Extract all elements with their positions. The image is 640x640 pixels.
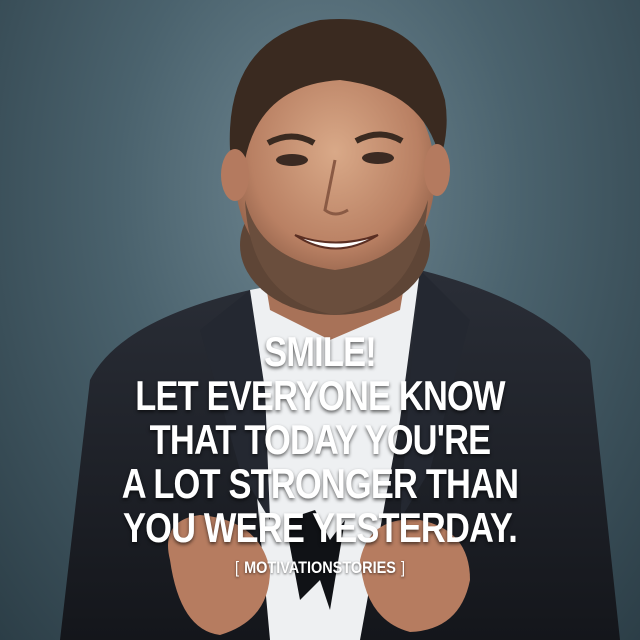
right-eye [362, 152, 394, 164]
right-ear [424, 144, 450, 196]
quote-line-5: YOU WERE YESTERDAY. [123, 504, 517, 551]
credit-watermark [48, 558, 592, 578]
credit-open-bracket: [ [235, 558, 240, 577]
quote-line-1: SMILE! [264, 328, 376, 375]
quote-line-3: THAT TODAY YOU'RE [149, 416, 491, 463]
quote-text [0, 330, 640, 578]
left-eye [276, 154, 308, 166]
left-ear [221, 149, 249, 201]
credit-close-bracket: ] [400, 558, 405, 577]
credit-label: MOTIVATIONSTORIES [244, 558, 396, 577]
quote-line-4: A LOT STRONGER THAN [121, 460, 519, 507]
quote-line-2: LET EVERYONE KNOW [135, 372, 505, 419]
